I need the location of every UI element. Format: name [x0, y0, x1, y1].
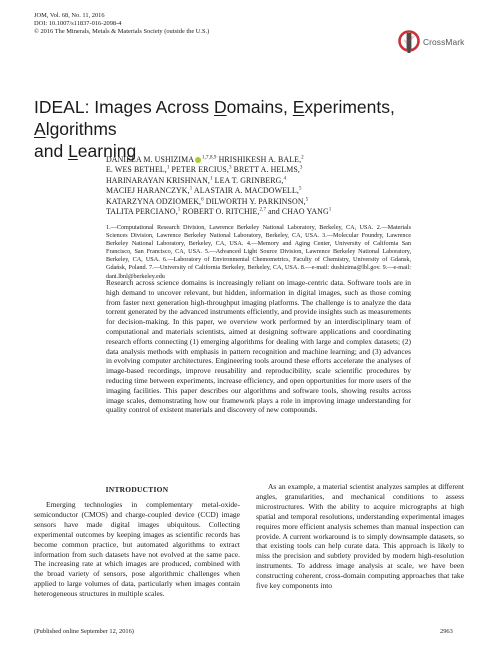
published-date: (Published online September 12, 2016)	[34, 628, 134, 635]
copyright: © 2016 The Minerals, Metals & Materials Society (outside the U.S.)	[34, 28, 210, 36]
page-number: 2963	[440, 628, 453, 635]
paper-title: IDEAL: Images Across Domains, Experiments, Algorithms and Learning	[34, 97, 395, 161]
orcid-icon[interactable]	[195, 157, 201, 163]
introduction-right-column	[256, 482, 464, 591]
crossmark-badge[interactable]	[398, 28, 468, 56]
author-list: DANIELA M. USHIZIMA $^{1,7,8,9}$ HRISHIKESH A. BALE,$^2$ E. WES BETHEL,$^1$ PETER ERCIUS,$^3$ BRETT A. HELMS,$^3$ HARINARAYAN KRISHNAN,$^1$ LEA T. GRINBERG,$^4$ MACIEJ HARANCZYK,$^1$ ALASTAIR A. MACDOWELL,$^5$ KATARZYNA ODZIOMEK,$^6$ DILWORTH Y. PARKINSON,$^5$ TALITA PERCIANO,$^1$ ROBERT O. RITCHIE,$^{2,7}$ and CHAO YANG$^1$	[106, 155, 332, 217]
introduction-left-column	[34, 500, 240, 599]
introduction-heading: INTRODUCTION	[105, 485, 169, 494]
affiliations: 1.—Computational Research Division, Lawrence Berkeley National Laboratory, Berkeley, CA, USA. 2.—Materials Sciences Division, Lawrence Berkeley National Laboratory, Berkeley, CA, USA. 3.—Molecular Foundry, Lawrence Berkeley National Laboratory, Berkeley, CA, USA. 4.—Memory and Aging Center, University of California San Francisco, San Francisco, CA, USA. 5.—Advanced Light Source Division, Lawrence Berkeley National Laboratory, Berkeley, CA, USA. 6.—Laboratory of Environmental Chemometrics, Faculty of Chemistry, University of Gdansk, Gdańsk, Poland. 7.—University of California Berkeley, Berkeley, CA, USA. 8.—e-mail: dushizima@lbl.gov. 9.—e-mail: dani.lbnl@berkeley.edu	[106, 224, 411, 280]
intro-paragraph-continued: As an example, a material scientist analyzes samples at different angles, granularities, and mechanical conditions to assess microstructures. With the ability to acquire micrographs at high spatial and temporal resolutions, understanding experimental images requires more efficient analysis schemes than manual inspection can provide. A current workaround is to simply downsample datasets, so that existing tools can help curate data. This approach is likely to miss the precision and subtlety provided by modern high-resolution instruments. To address image analysis at scale, we have been constructing coherent, cross-domain computing approaches that take five key components into	[256, 482, 464, 591]
abstract: Research across science domains is increasingly reliant on image-centric data. Software tools are in high demand to uncover relevant, but hidden, information in digital images, such as those coming from faster next generation high-throughput imaging platforms. The challenge is to analyze the data torrent generated by the advanced instruments efficiently, and provide insights such as measurements for decision-making. In this paper, we overview work performed by an interdisciplinary team of computational and materials scientists, aimed at designing software applications and coordinating research efforts connecting (1) emerging algorithms for dealing with large and complex datasets; (2) data analysis methods with emphasis in pattern recognition and machine learning; and (3) advances in evolving computer architectures. Engineering tools around these efforts accelerate the analyses of image-based recordings, improve reusability and reproducibility, scale scientific procedures by reducing time between experiments, increase efficiency, and open opportunities for more users of the imaging facilities. This paper describes our algorithms and software tools, showing results across image scales, demonstrating how our framework plays a role in improving image understanding for quality control of existent materials and discovery of new compounds.	[106, 278, 411, 415]
doi[interactable]: DOI: 10.1007/s11837-016-2098-4	[34, 20, 122, 28]
journal-header	[34, 12, 334, 37]
crossmark-label: CrossMark	[423, 37, 465, 47]
journal-citation: JOM, Vol. 68, No. 11, 2016	[34, 12, 105, 19]
intro-paragraph: Emerging technologies in complementary metal-oxide-semiconductor (CMOS) and charge-coupled device (CCD) image sensors have made digital images ubiquitous. Collecting experimental outcomes by keeping images as scientific records has become common practice, but automated algorithms to extract information from such datasets have not evolved at the same pace. The increasing rate at which images are produced, combined with the broad variety of sensors, pose algorithmic challenges when applied to large volumes of data, particularly when images contain heterogeneous structures in multiple scales.	[34, 500, 240, 599]
crossmark-icon	[398, 30, 420, 54]
